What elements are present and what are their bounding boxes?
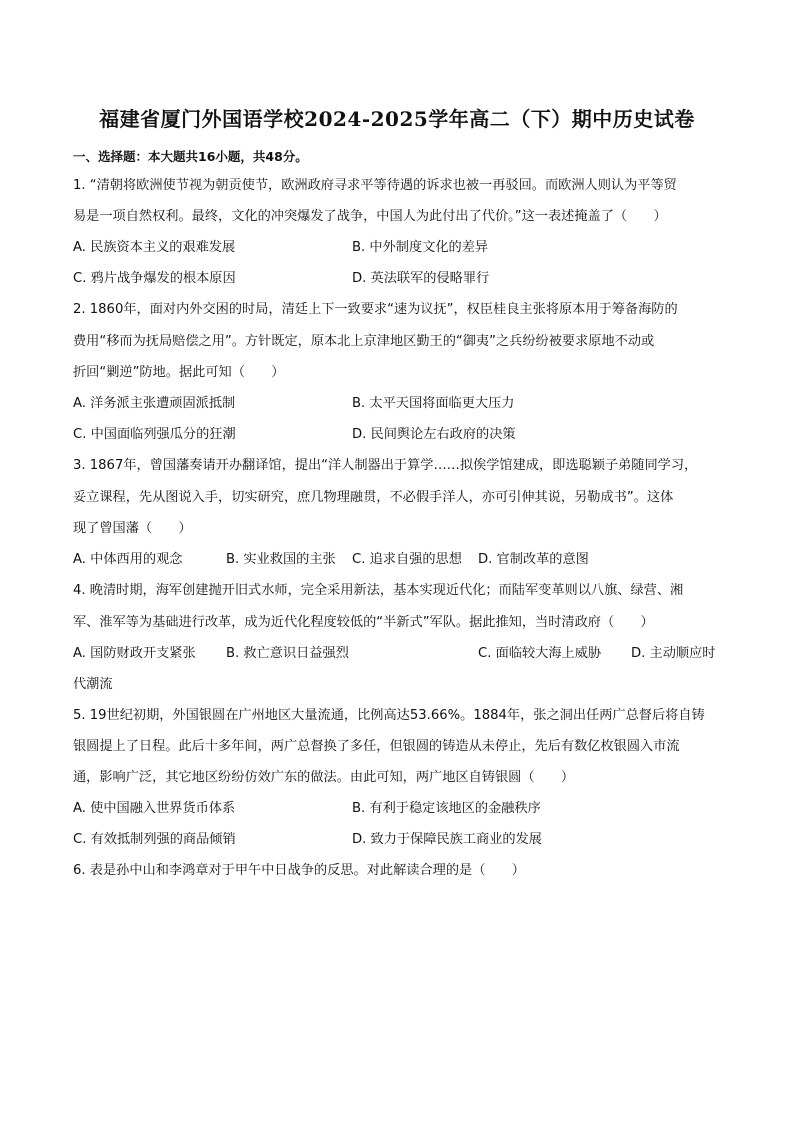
question-text-line: 妥立课程，先从图说入手，切实研究，庶几物理融贯，不必假手洋人，亦可引伸其说，另勒成书”。这体 <box>73 490 674 505</box>
question-text-line: 4. 晚清时期，海军创建抛开旧式水师，完全采用新法，基本实现近代化；而陆军变革则以八旗、绿营、湘 <box>73 583 684 598</box>
option-c: C. 中国面临列强瓜分的狂潮 <box>73 427 236 442</box>
option-b: B. 实业救国的主张 <box>226 552 336 567</box>
option-a: A. 使中国融入世界货币体系 <box>73 801 236 816</box>
option-c: C. 鸦片战争爆发的根本原因 <box>73 271 236 286</box>
option-c: C. 有效抵制列强的商品倾销 <box>73 832 236 847</box>
option-c: C. 追求自强的思想 <box>352 552 462 567</box>
question-text-line: 现了曾国藩（ ） <box>73 521 192 536</box>
question-text-line: 2. 1860年，面对内外交困的时局，清廷上下一致要求“速为议抚”，权臣桂良主张将原本用于筹备海防的 <box>73 302 678 317</box>
question-text-line: 折回“剿逆”防地。据此可知（ ） <box>73 365 285 380</box>
question-text-line: 银圆提上了日程。此后十多年间，两广总督换了多任，但银圆的铸造从未停止，先后有数亿枚银圆入市流 <box>73 739 680 754</box>
question-text-line: 易是一项自然权利。最终，文化的冲突爆发了战争，中国人为此付出了代价。”这一表述掩盖了（ ） <box>73 209 667 224</box>
option-a: A. 中体西用的观念 <box>73 552 183 567</box>
option-b: B. 救亡意识日益强烈 <box>226 646 349 661</box>
option-b: B. 太平天国将面临更大压力 <box>352 396 515 411</box>
option-b: B. 中外制度文化的差异 <box>352 240 489 255</box>
option-c: C. 面临较大海上威胁 <box>478 646 602 661</box>
option-d-continuation: 代潮流 <box>73 677 113 692</box>
question-text-line: 5. 19世纪初期，外国银圆在广州地区大量流通，比例高达53.66%。1884年，张之洞出任两广总督后将自铸 <box>73 708 705 723</box>
question-text-line: 通，影响广泛，其它地区纷纷仿效广东的做法。由此可知，两广地区自铸银圆（ ） <box>73 770 575 785</box>
question-text-line: 1. “清朝将欧洲使节视为朝贡使节，欧洲政府寻求平等待遇的诉求也被一再驳回。而欧洲人则认为平等贸 <box>73 178 677 193</box>
section-heading: 一、选择题：本大题共16小题，共48分。 <box>73 149 308 164</box>
option-d: D. 官制改革的意图 <box>478 552 589 567</box>
question-text-line: 费用“移而为抚局赔偿之用”。方针既定，原本北上京津地区勤王的“御夷”之兵纷纷被要求原地不动或 <box>73 334 655 349</box>
option-a: A. 国防财政开支紧张 <box>73 646 196 661</box>
option-d: D. 致力于保障民族工商业的发展 <box>352 832 542 847</box>
question-text-line: 3. 1867年，曾国藩奏请开办翻译馆，提出“洋人制器出于算学……拟俟学馆建成，即选聪颖子弟随同学习， <box>73 458 698 473</box>
question-text-line: 军、淮军等为基础进行改革，成为近代化程度较低的“半新式”军队。据此推知，当时清政府（ ） <box>73 615 654 630</box>
option-a: A. 民族资本主义的艰难发展 <box>73 240 236 255</box>
option-d: D. 民间舆论左右政府的决策 <box>352 427 516 442</box>
option-d: D. 主动顺应时 <box>631 646 716 661</box>
option-d: D. 英法联军的侵略罪行 <box>352 271 490 286</box>
question-text-line: 6. 表是孙中山和李鸿章对于甲午中日战争的反思。对此解读合理的是（ ） <box>73 863 525 878</box>
option-a: A. 洋务派主张遭顽固派抵制 <box>73 396 236 411</box>
option-b: B. 有利于稳定该地区的金融秩序 <box>352 801 541 816</box>
page-title: 福建省厦门外国语学校2024-2025学年高二（下）期中历史试卷 <box>99 107 695 131</box>
